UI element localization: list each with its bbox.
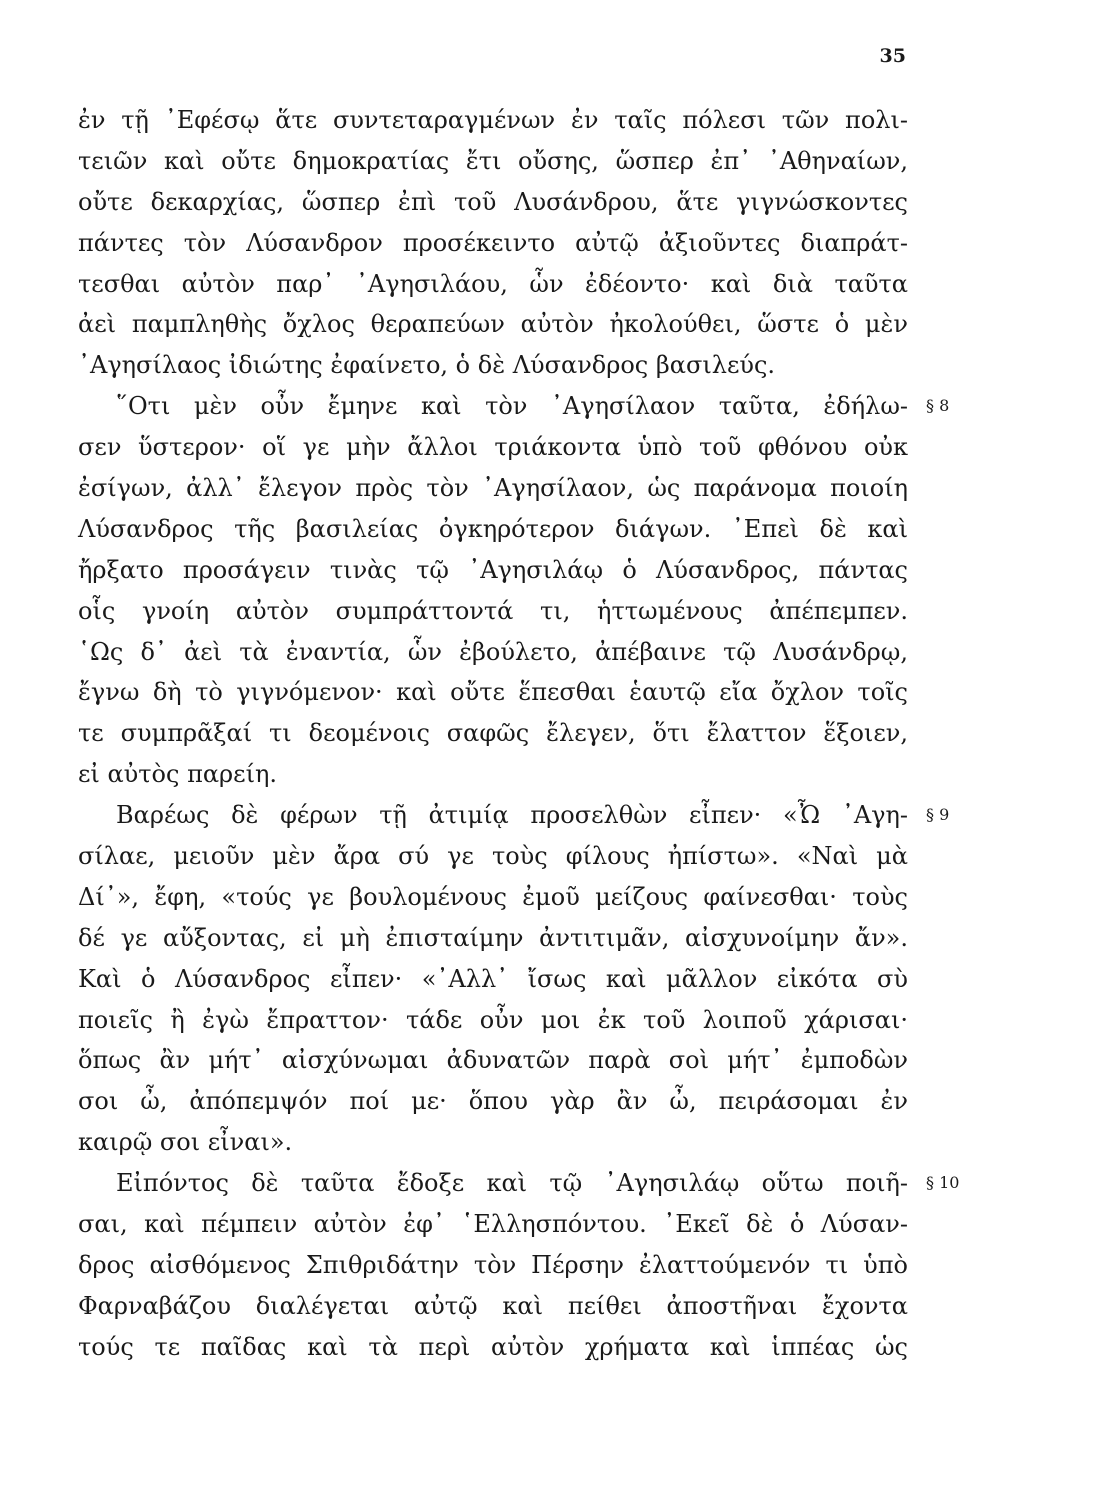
text-line: [78, 632, 908, 673]
text-line-content: ῾Ως δ᾿ ἀεὶ τὰ ἐναντία, ὧν ἐβούλετο, ἀπέβαινε τῷ Λυσάνδρῳ,: [78, 637, 908, 666]
text-line: [78, 141, 908, 182]
text-line-content: πάντες τὸν Λύσανδρον προσέκειντο αὐτῷ ἀξιοῦντες διαπράτ-: [78, 228, 908, 257]
text-line: [78, 1000, 908, 1041]
text-line-content: Καὶ ὁ Λύσανδρος εἶπεν· «᾿Αλλ᾿ ἴσως καὶ μᾶλλον εἰκότα σὺ: [78, 964, 908, 993]
text-line-content: ἀεὶ παμπληθὴς ὄχλος θεραπεύων αὐτὸν ἠκολούθει, ὥστε ὁ μὲν: [78, 310, 908, 339]
text-line: [78, 182, 908, 223]
text-line-content: Λύσανδρος τῆς βασιλείας ὀγκηρότερον διάγων. ᾿Επεὶ δὲ καὶ: [78, 514, 908, 543]
text-line: [78, 1245, 908, 1286]
section-marker: § 10: [926, 1173, 960, 1193]
page-number: 35: [879, 45, 906, 67]
text-line: [78, 223, 908, 264]
text-line-content: ὅπως ἂν μήτ᾿ αἰσχύνωμαι ἀδυνατῶν παρὰ σοὶ μήτ᾿ ἐμποδὼν: [78, 1046, 908, 1075]
text-line-content: σαι, καὶ πέμπειν αὐτὸν ἐφ᾿ ῾Ελλησπόντου. ᾿Εκεῖ δὲ ὁ Λύσαν-: [78, 1210, 908, 1239]
text-line-content: Φαρναβάζου διαλέγεται αὐτῷ καὶ πείθει ἀποστῆναι ἔχοντα: [78, 1291, 908, 1320]
text-line-content: Εἰπόντος δὲ ταῦτα ἔδοξε καὶ τῷ ᾿Αγησιλάῳ οὕτω ποιῆ-: [116, 1169, 908, 1198]
text-line-content: ἐν τῇ ᾿Εφέσῳ ἅτε συντεταραγμένων ἐν ταῖς πόλεσι τῶν πολι-: [78, 106, 908, 134]
text-line-content: δέ γε αὔξοντας, εἰ μὴ ἐπισταίμην ἀντιτιμᾶν, αἰσχυνοίμην ἄν».: [78, 923, 908, 952]
text-line: [78, 1081, 908, 1122]
text-line-content: ἐσίγων, ἀλλ᾿ ἔλεγον πρὸς τὸν ᾿Αγησίλαον, ὡς παράνομα ποιοίη: [78, 474, 908, 503]
text-line-content: σεν ὕστερον· οἵ γε μὴν ἄλλοι τριάκοντα ὑπὸ τοῦ φθόνου οὐκ: [78, 433, 908, 462]
body-text: [78, 100, 960, 1368]
text-line: [78, 1286, 908, 1327]
text-line: [78, 591, 908, 632]
text-line: [78, 304, 908, 345]
text-line-content: ῞Οτι μὲν οὖν ἔμηνε καὶ τὸν ᾿Αγησίλαον ταῦτα, ἐδήλω-: [116, 392, 908, 421]
text-line: [78, 509, 908, 550]
text-line: [78, 386, 950, 427]
text-line: [78, 672, 908, 713]
text-line: [78, 468, 908, 509]
text-line-content: τειῶν καὶ οὔτε δημοκρατίας ἔτι οὔσης, ὥσπερ ἐπ᾿ ᾿Αθηναίων,: [78, 146, 908, 175]
section-marker: § 8: [926, 396, 950, 416]
text-line-content: Δί᾿», ἔφη, «τούς γε βουλομένους ἐμοῦ μείζους φαίνεσθαι· τοὺς: [78, 882, 908, 911]
text-line: [78, 918, 908, 959]
text-line: [78, 836, 908, 877]
text-line: [78, 550, 908, 591]
section-marker: § 9: [926, 805, 950, 825]
text-line-content: τούς τε παῖδας καὶ τὰ περὶ αὐτὸν χρήματα καὶ ἱππέας ὡς: [78, 1332, 908, 1361]
text-line: [78, 427, 908, 468]
text-line-content: ἔγνω δὴ τὸ γιγνόμενον· καὶ οὔτε ἕπεσθαι ἑαυτῷ εἴα ὄχλον τοῖς: [78, 678, 908, 707]
text-line: [78, 1122, 908, 1163]
text-line-content: Βαρέως δὲ φέρων τῇ ἀτιμίᾳ προσελθὼν εἶπεν· «Ὦ ᾿Αγη-: [116, 801, 908, 830]
text-line-content: σοι ὦ, ἀπόπεμψόν ποί με· ὅπου γὰρ ἂν ὦ, πειράσομαι ἐν: [78, 1087, 908, 1116]
text-line: [78, 1204, 908, 1245]
text-line-content: δρος αἰσθόμενος Σπιθριδάτην τὸν Πέρσην ἐλαττούμενόν τι ὑπὸ: [78, 1250, 908, 1279]
text-line: [78, 345, 908, 386]
text-line-content: καιρῷ σοι εἶναι».: [78, 1128, 293, 1157]
text-line-content: εἰ αὐτὸς παρείη.: [78, 760, 278, 789]
text-line-content: οἷς γνοίη αὐτὸν συμπράττοντά τι, ἡττωμένους ἀπέπεμπεν.: [78, 596, 908, 625]
text-line-content: οὔτε δεκαρχίας, ὥσπερ ἐπὶ τοῦ Λυσάνδρου, ἅτε γιγνώσκοντες: [78, 187, 908, 216]
text-line: [78, 1163, 960, 1204]
text-line-content: σίλαε, μειοῦν μὲν ἄρα σύ γε τοὺς φίλους ἠπίστω». «Ναὶ μὰ: [78, 842, 908, 871]
text-line: [78, 795, 950, 836]
text-line: [78, 959, 908, 1000]
text-line: [78, 100, 908, 141]
text-line: [78, 877, 908, 918]
text-line: [78, 1327, 908, 1368]
text-line: [78, 1040, 908, 1081]
text-line-content: τεσθαι αὐτὸν παρ᾿ ᾿Αγησιλάου, ὧν ἐδέοντο· καὶ διὰ ταῦτα: [78, 269, 908, 298]
text-line-content: τε συμπρᾶξαί τι δεομένοις σαφῶς ἔλεγεν, ὅτι ἔλαττον ἕξοιεν,: [78, 719, 908, 748]
text-line-content: ἤρξατο προσάγειν τινὰς τῷ ᾿Αγησιλάῳ ὁ Λύσανδρος, πάντας: [78, 555, 908, 584]
text-line: [78, 713, 908, 754]
text-line-content: ποιεῖς ἢ ἐγὼ ἔπραττον· τάδε οὖν μοι ἐκ τοῦ λοιποῦ χάρισαι·: [78, 1005, 908, 1034]
text-line-content: ᾿Αγησίλαος ἰδιώτης ἐφαίνετο, ὁ δὲ Λύσανδρος βασιλεύς.: [78, 351, 776, 380]
text-line: [78, 264, 908, 305]
text-line: [78, 754, 908, 795]
